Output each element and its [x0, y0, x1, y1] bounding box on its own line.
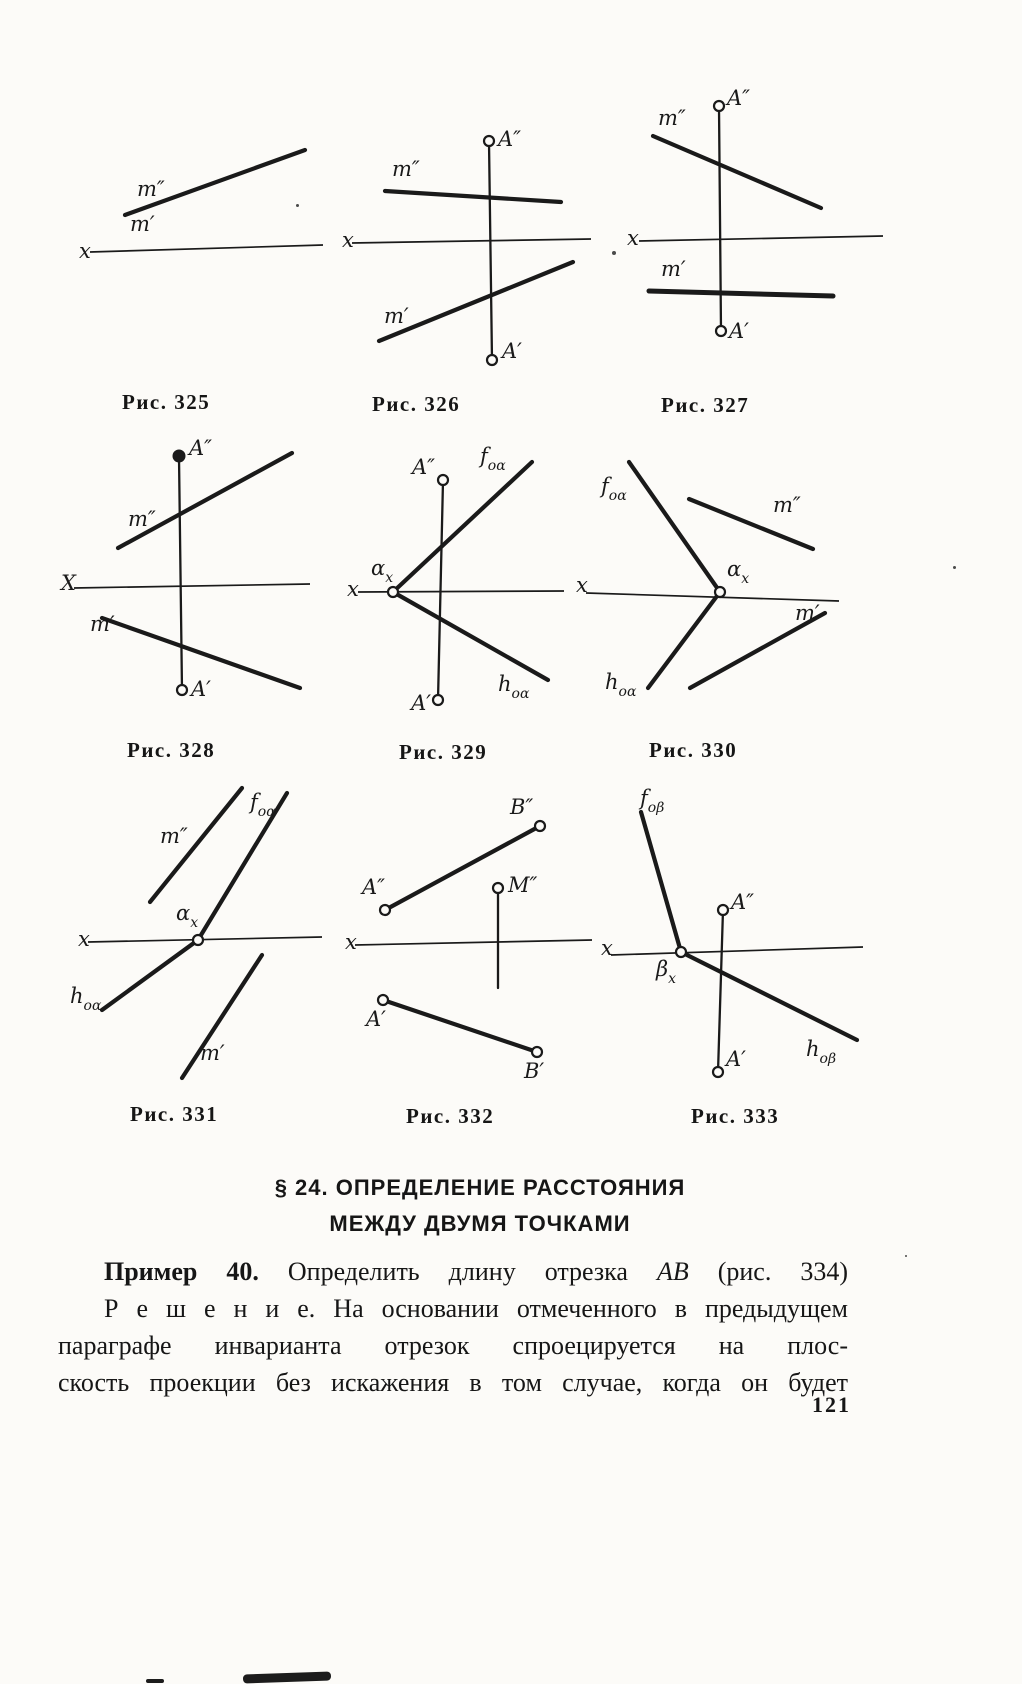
b-prime-label: B′: [524, 1059, 545, 1083]
scan-speck: [953, 566, 956, 569]
alpha-x-sub: x: [190, 915, 199, 931]
point-alpha-x: [388, 587, 398, 597]
figure-329: [338, 442, 598, 722]
x-axis-line: [352, 239, 591, 243]
figure-332: [338, 788, 603, 1088]
h-trace-sub: oβ: [819, 1051, 837, 1067]
h-trace-line: [648, 592, 720, 688]
projection-connector-line: [489, 142, 492, 360]
segment-a-b-double-prime-line: [385, 826, 540, 910]
figure-325-drawing: [55, 130, 335, 390]
figure-325-caption: Рис. 325: [122, 390, 211, 414]
figure-332-drawing: [338, 788, 603, 1088]
m-prime-label: m′: [200, 1041, 225, 1065]
example-text: Определить длину отрезка: [258, 1257, 657, 1286]
f-trace-base: f: [480, 444, 488, 468]
beta-x-label: [655, 957, 676, 987]
x-axis-line: [611, 947, 863, 955]
f-trace-sub: oα: [608, 488, 627, 504]
figure-331: [58, 778, 333, 1103]
h-trace-base: h: [605, 670, 619, 694]
x-axis-label: x: [347, 577, 359, 601]
alpha-x-sub: x: [385, 570, 394, 586]
point-m-double-prime: [493, 883, 503, 893]
f-trace-line: [641, 812, 681, 952]
scan-speck: [612, 251, 616, 255]
figure-328: [58, 432, 328, 717]
m-double-prime-label: m″: [773, 493, 801, 517]
alpha-x-base: α: [727, 557, 742, 581]
section-heading-line1: § 24. ОПРЕДЕЛЕНИЕ РАССТОЯНИЯ: [274, 1175, 686, 1200]
paragraph-example-line: [58, 1253, 848, 1290]
point-a-prime: [713, 1067, 723, 1077]
x-axis-label: x: [345, 930, 357, 954]
a-prime-label: A′: [411, 691, 431, 715]
point-a-double-prime: [174, 451, 185, 462]
a-prime-label: A′: [502, 339, 522, 363]
figure-325: [55, 130, 335, 390]
m-prime-label: m′: [130, 212, 155, 236]
h-trace-line: [393, 592, 548, 680]
a-prime-label: A′: [366, 1007, 386, 1031]
section-heading: [85, 1170, 875, 1242]
x-axis-line: [88, 937, 322, 942]
a-prime-label: A′: [726, 1047, 746, 1071]
h-trace-base: h: [806, 1037, 820, 1061]
x-axis-line: [74, 584, 310, 588]
figure-333: [600, 788, 890, 1098]
scan-speck: [905, 1255, 907, 1257]
f-trace-base: f: [601, 474, 609, 498]
point-a-prime: [378, 995, 388, 1005]
figure-332-caption: Рис. 332: [406, 1104, 495, 1128]
example-number-bold: Пример 40.: [104, 1257, 259, 1286]
alpha-x-base: α: [371, 556, 386, 580]
scan-smudge: [243, 1671, 331, 1683]
m-prime-label: m′: [795, 601, 820, 625]
f-trace-line: [393, 462, 532, 592]
x-axis-line: [639, 236, 883, 241]
x-axis-label: x: [342, 228, 354, 252]
x-axis-label: x: [601, 936, 613, 960]
a-double-prime-label: A″: [189, 436, 213, 460]
alpha-x-label: [176, 901, 198, 931]
paragraph-solution-line2: параграфе инварианта отрезок спроецируется на плос-: [58, 1331, 848, 1360]
beta-x-sub: x: [668, 971, 677, 987]
projection-connector-line: [179, 457, 182, 690]
a-double-prime-label: A″: [411, 455, 435, 479]
f-trace-sub: oβ: [647, 800, 665, 816]
figure-327: [605, 88, 890, 383]
m-double-prime-label: m″: [160, 824, 188, 848]
x-axis-label: x: [627, 226, 639, 250]
point-a-prime: [487, 355, 497, 365]
m-prime-label: m′: [661, 257, 686, 281]
point-beta-x: [676, 947, 686, 957]
point-a-double-prime: [438, 475, 448, 485]
h-trace-base: h: [70, 984, 84, 1008]
section-heading-line2: МЕЖДУ ДВУМЯ ТОЧКАМИ: [329, 1211, 631, 1236]
x-axis-label: x: [576, 573, 588, 597]
point-b-prime: [532, 1047, 542, 1057]
point-a-prime: [716, 326, 726, 336]
figure-331-drawing: [58, 778, 333, 1103]
point-b-double-prime: [535, 821, 545, 831]
figure-330-drawing: [575, 448, 890, 718]
m-prime-line: [379, 262, 573, 341]
h-trace-line: [681, 952, 857, 1040]
page-number: 121: [812, 1392, 851, 1417]
m-double-prime-label: m″: [137, 177, 165, 201]
m-double-prime-label: m″: [658, 106, 686, 130]
b-double-prime-label: B″: [510, 795, 534, 819]
point-a-prime: [433, 695, 443, 705]
scan-smudge: [146, 1679, 164, 1683]
figure-330-caption: Рис. 330: [649, 738, 738, 762]
figure-326-caption: Рис. 326: [372, 392, 461, 416]
figure-333-drawing: [600, 788, 890, 1098]
x-axis-label: x: [79, 239, 91, 263]
point-a-double-prime: [718, 905, 728, 915]
x-axis-line: [355, 940, 592, 945]
figure-328-drawing: [58, 432, 328, 717]
paragraph-solution-line3: скость проекции без искажения в том случае, когда он будет: [58, 1368, 848, 1397]
projection-connector-line: [719, 107, 721, 331]
alpha-x-label: [371, 556, 393, 586]
h-trace-sub: oα: [511, 686, 530, 702]
m-double-prime-label: m″: [392, 157, 420, 181]
h-trace-label: [806, 1037, 836, 1067]
segment-a-b-prime-line: [383, 1000, 537, 1052]
scan-speck: [296, 204, 299, 207]
point-alpha-x: [193, 935, 203, 945]
f-trace-label: [478, 444, 506, 474]
figure-327-drawing: [605, 88, 890, 383]
figure-326-drawing: [335, 120, 600, 385]
point-a-double-prime: [714, 101, 724, 111]
m-prime-label: m′: [90, 612, 115, 636]
m-double-prime-line: [385, 191, 561, 202]
figure-327-caption: Рис. 327: [661, 393, 750, 417]
beta-x-base: β: [656, 957, 669, 981]
point-a-double-prime: [380, 905, 390, 915]
f-trace-base: f: [250, 790, 258, 814]
a-prime-label: A′: [191, 677, 211, 701]
x-axis-line: [90, 245, 323, 252]
point-a-double-prime: [484, 136, 494, 146]
figure-331-caption: Рис. 331: [130, 1102, 219, 1126]
m-double-prime-label: m″: [128, 507, 156, 531]
projection-connector-line: [438, 481, 443, 700]
f-trace-sub: oα: [257, 804, 276, 820]
point-alpha-x: [715, 587, 725, 597]
h-trace-line: [102, 940, 198, 1010]
paragraph-solution-line1: Р е ш е н и е. На основании отмеченного в предыдущем: [104, 1294, 848, 1323]
h-trace-label: [70, 984, 102, 1014]
h-trace-sub: oα: [83, 998, 102, 1014]
figure-330: [575, 448, 890, 718]
a-double-prime-label: A″: [498, 127, 522, 151]
h-trace-label: [498, 672, 530, 702]
h-trace-sub: oα: [618, 684, 637, 700]
f-trace-line: [629, 462, 720, 592]
segment-ab-italic: AB: [656, 1257, 689, 1286]
figure-326: [335, 120, 600, 385]
f-trace-label: [599, 474, 627, 504]
a-prime-label: A′: [729, 319, 749, 343]
m-double-prime-line: [118, 453, 292, 548]
alpha-x-base: α: [176, 901, 191, 925]
point-a-prime: [177, 685, 187, 695]
figure-329-caption: Рис. 329: [399, 740, 488, 764]
projection-connector-line: [718, 910, 723, 1072]
f-trace-sub: oα: [487, 458, 506, 474]
a-double-prime-label: A″: [731, 890, 755, 914]
m-prime-label: m′: [384, 304, 409, 328]
alpha-x-sub: x: [741, 571, 750, 587]
a-double-prime-label: A″: [727, 86, 751, 110]
m-double-prime-label: M″: [508, 873, 538, 897]
figure-333-caption: Рис. 333: [691, 1104, 780, 1128]
m-double-prime-line: [653, 136, 821, 208]
figure-328-caption: Рис. 328: [127, 738, 216, 762]
body-text: [58, 1253, 848, 1401]
f-trace-base: f: [640, 786, 648, 810]
f-trace-label: [248, 790, 276, 820]
h-trace-label: [605, 670, 637, 700]
x-axis-label: x: [78, 927, 90, 951]
x-axis-label: X: [61, 571, 76, 595]
figure-329-drawing: [338, 442, 598, 722]
a-double-prime-label: A″: [362, 875, 386, 899]
alpha-x-label: [727, 557, 749, 587]
h-trace-base: h: [498, 672, 512, 696]
example-figure-ref: (рис. 334): [688, 1257, 848, 1286]
m-prime-line: [649, 291, 833, 296]
